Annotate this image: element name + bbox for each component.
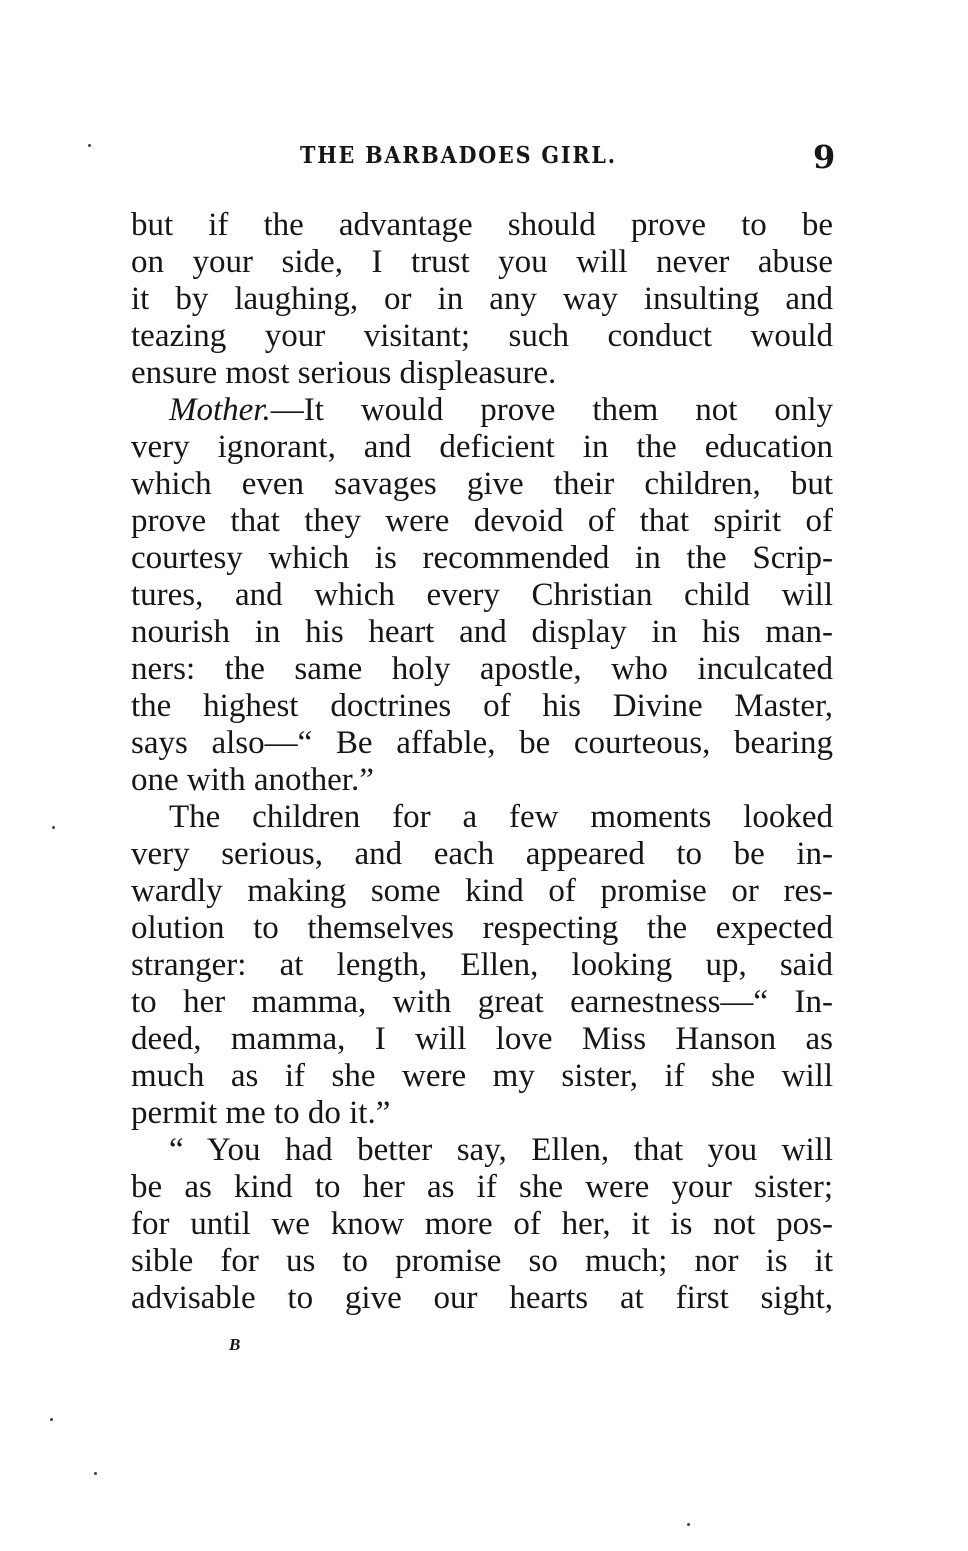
scan-speck <box>52 826 55 829</box>
text-line: one with another.” <box>131 762 374 798</box>
text-line: which even savages give their children, but <box>131 466 833 502</box>
text-line: very ignorant, and deficient in the education <box>131 429 833 465</box>
text-line: ners: the same holy apostle, who inculcated <box>131 651 833 687</box>
text-line-rest: —It would prove them not only <box>270 392 833 428</box>
page-number: 9 <box>813 138 836 176</box>
text-line: very serious, and each appeared to be in- <box>131 836 833 872</box>
text-line: sible for us to promise so much; nor is it <box>131 1243 833 1279</box>
text-line: prove that they were devoid of that spirit of <box>131 503 833 539</box>
scan-speck <box>94 1472 97 1475</box>
text-line: teazing your visitant; such conduct would <box>131 318 833 354</box>
scan-speck <box>687 1523 690 1526</box>
body-text <box>131 207 833 1317</box>
text-line: permit me to do it.” <box>131 1095 391 1131</box>
text-line: for until we know more of her, it is not pos- <box>131 1206 833 1242</box>
text-line: ensure most serious displeasure. <box>131 355 557 391</box>
text-line: it by laughing, or in any way insulting and <box>131 281 833 317</box>
text-line: stranger: at length, Ellen, looking up, said <box>131 947 833 983</box>
text-line: on your side, I trust you will never abuse <box>131 244 833 280</box>
text-line: wardly making some kind of promise or res- <box>131 873 833 909</box>
running-head-title: THE BARBADOES GIRL. <box>300 142 617 169</box>
text-line: The children for a few moments looked <box>169 799 833 835</box>
text-line: the highest doctrines of his Divine Master, <box>131 688 833 724</box>
text-line: courtesy which is recommended in the Scrip- <box>131 540 833 576</box>
text-line: says also—“ Be affable, be courteous, bearing <box>131 725 833 761</box>
text-line: nourish in his heart and display in his man- <box>131 614 833 650</box>
speaker-label: Mother. <box>169 392 271 428</box>
text-line: much as if she were my sister, if she will <box>131 1058 833 1094</box>
text-line: be as kind to her as if she were your sister; <box>131 1169 833 1205</box>
text-line: “ You had better say, Ellen, that you will <box>169 1132 833 1168</box>
text-line: tures, and which every Christian child will <box>131 577 833 613</box>
scan-speck <box>50 1418 53 1421</box>
text-line: advisable to give our hearts at first sight, <box>131 1280 833 1316</box>
text-line: to her mamma, with great earnestness—“ In- <box>131 984 833 1020</box>
text-line: olution to themselves respecting the expected <box>131 910 833 946</box>
text-line: but if the advantage should prove to be <box>131 207 833 243</box>
text-line: deed, mamma, I will love Miss Hanson as <box>131 1021 833 1057</box>
text-line <box>131 392 833 429</box>
scan-speck <box>88 144 91 147</box>
signature-mark: B <box>229 1335 241 1354</box>
